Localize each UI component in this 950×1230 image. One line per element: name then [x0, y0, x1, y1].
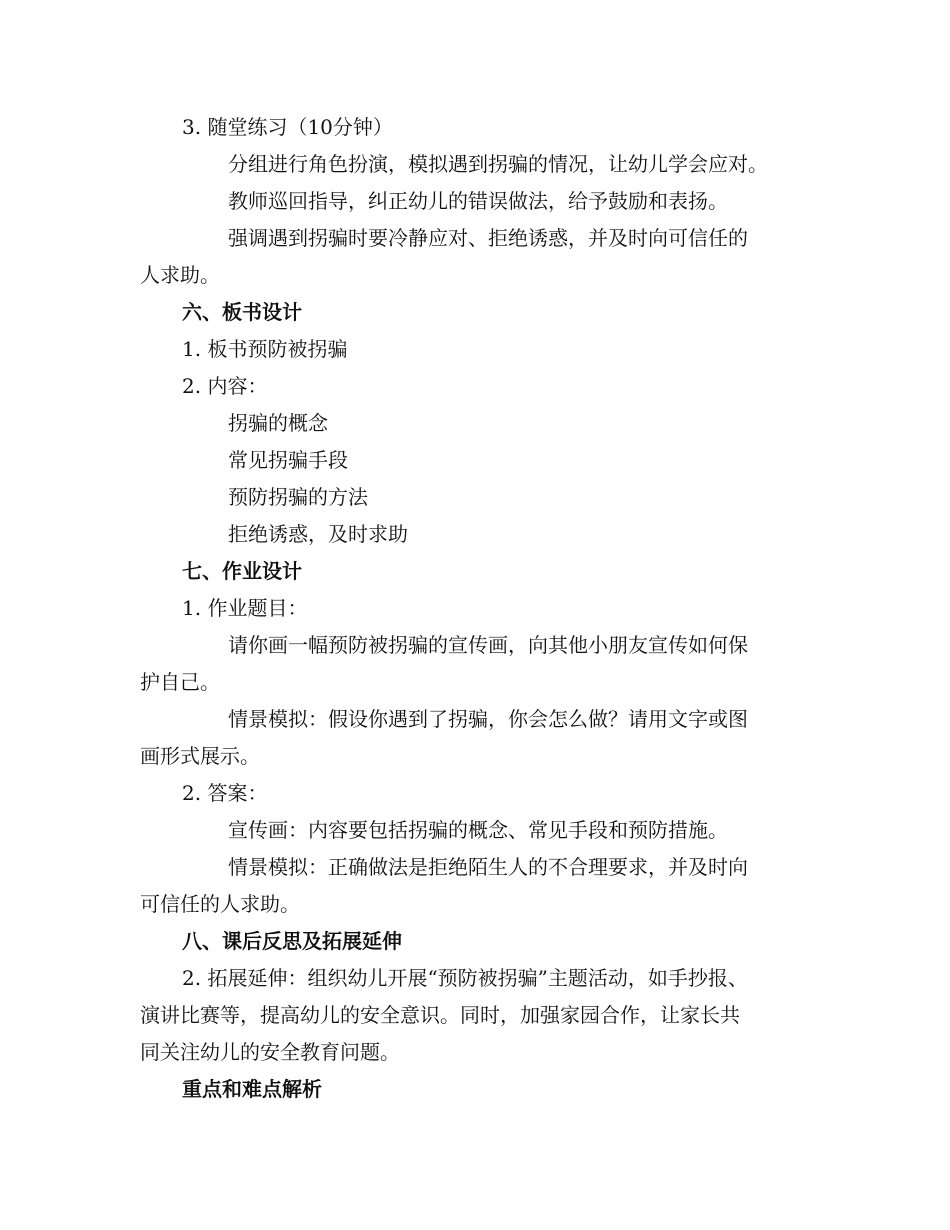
paragraph-line: 请你画一幅预防被拐骗的宣传画，向其他小朋友宣传如何保: [228, 633, 748, 657]
paragraph-line: 演讲比赛等，提高幼儿的安全意识。同时，加强家园合作，让家长共: [140, 1003, 740, 1027]
list-item: 1. 板书预防被拐骗: [182, 337, 348, 361]
paragraph-line: 教师巡回指导，纠正幼儿的错误做法，给予鼓励和表扬。: [228, 189, 728, 213]
paragraph-line: 情景模拟：正确做法是拒绝陌生人的不合理要求，并及时向: [228, 855, 748, 879]
paragraph-line: 同关注幼儿的安全教育问题。: [140, 1040, 400, 1064]
paragraph-line: 画形式展示。: [140, 744, 260, 768]
section-heading-board-design: 六、板书设计: [182, 300, 302, 324]
exercise-item-heading: 3. 随堂练习（10分钟）: [182, 115, 393, 139]
section-heading-reflection: 八、课后反思及拓展延伸: [182, 929, 402, 953]
sub-list-item: 拐骗的概念: [228, 411, 328, 435]
paragraph-line: 可信任的人求助。: [140, 892, 300, 916]
section-heading-homework: 七、作业设计: [182, 559, 302, 583]
paragraph-line: 情景模拟：假设你遇到了拐骗，你会怎么做？请用文字或图: [228, 707, 748, 731]
list-item: 2. 内容：: [182, 374, 268, 398]
list-item: 2. 答案：: [182, 781, 268, 805]
paragraph-line: 人求助。: [140, 263, 220, 287]
paragraph-line: 2. 拓展延伸：组织幼儿开展“预防被拐骗”主题活动，如手抄报、: [182, 966, 748, 990]
sub-list-item: 常见拐骗手段: [228, 448, 348, 472]
paragraph-line: 强调遇到拐骗时要冷静应对、拒绝诱惑，并及时向可信任的: [228, 226, 748, 250]
sub-list-item: 预防拐骗的方法: [228, 485, 368, 509]
paragraph-line: 宣传画：内容要包括拐骗的概念、常见手段和预防措施。: [228, 818, 728, 842]
sub-list-item: 拒绝诱惑，及时求助: [228, 522, 408, 546]
list-item: 1. 作业题目：: [182, 596, 308, 620]
section-heading-key-points: 重点和难点解析: [182, 1077, 322, 1101]
paragraph-line: 分组进行角色扮演，模拟遇到拐骗的情况，让幼儿学会应对。: [228, 152, 768, 176]
paragraph-line: 护自己。: [140, 670, 220, 694]
